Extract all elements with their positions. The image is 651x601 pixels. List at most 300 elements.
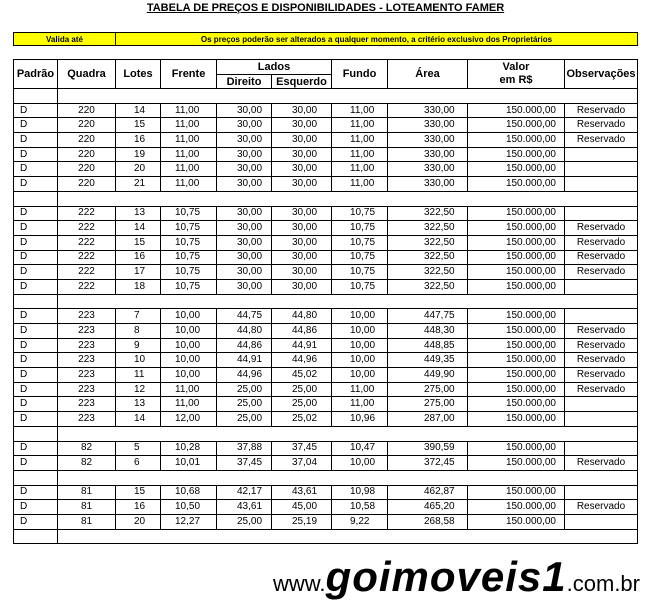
cell-valor: 150.000,00 bbox=[468, 353, 565, 368]
cell-esquerdo: 25,19 bbox=[272, 514, 332, 529]
cell-quadra: 81 bbox=[58, 514, 116, 529]
cell-lote: 10 bbox=[116, 353, 161, 368]
cell-area: 268,58 bbox=[388, 514, 468, 529]
cell-area: 287,00 bbox=[388, 412, 468, 427]
cell-direito: 25,00 bbox=[217, 412, 272, 427]
spacer-cell bbox=[14, 294, 58, 309]
cell-obs: Reservado bbox=[565, 133, 638, 148]
cell-lote: 20 bbox=[116, 514, 161, 529]
table-row bbox=[14, 309, 638, 324]
cell-quadra: 222 bbox=[58, 206, 116, 221]
cell-esquerdo: 45,00 bbox=[272, 500, 332, 515]
table-row bbox=[14, 353, 638, 368]
cell-area: 275,00 bbox=[388, 397, 468, 412]
header-area: Área bbox=[388, 60, 468, 89]
cell-direito: 30,00 bbox=[217, 118, 272, 133]
cell-fundo: 10,00 bbox=[332, 353, 388, 368]
spacer-cell bbox=[14, 529, 58, 544]
cell-obs: Reservado bbox=[565, 118, 638, 133]
cell-esquerdo: 30,00 bbox=[272, 133, 332, 148]
spacer-cell bbox=[58, 470, 638, 485]
cell-valor: 150.000,00 bbox=[468, 441, 565, 456]
cell-valor: 150.000,00 bbox=[468, 309, 565, 324]
header-esquerdo: Esquerdo bbox=[272, 75, 332, 89]
cell-quadra: 81 bbox=[58, 500, 116, 515]
spacer-cell bbox=[58, 529, 638, 544]
cell-frente: 10,75 bbox=[161, 221, 217, 236]
table-row bbox=[14, 147, 638, 162]
cell-lote: 18 bbox=[116, 279, 161, 294]
cell-lote: 16 bbox=[116, 500, 161, 515]
cell-area: 447,75 bbox=[388, 309, 468, 324]
cell-padrao: D bbox=[14, 382, 58, 397]
cell-frente: 11,00 bbox=[161, 177, 217, 192]
watermark-brand: goimoveis1 bbox=[325, 553, 567, 600]
spacer-cell bbox=[14, 470, 58, 485]
cell-direito: 44,96 bbox=[217, 368, 272, 383]
cell-quadra: 222 bbox=[58, 221, 116, 236]
cell-esquerdo: 30,00 bbox=[272, 279, 332, 294]
cell-padrao: D bbox=[14, 103, 58, 118]
cell-lote: 15 bbox=[116, 235, 161, 250]
header-valor-line1: Valor bbox=[502, 61, 530, 73]
table-row bbox=[14, 382, 638, 397]
spacer-cell bbox=[58, 294, 638, 309]
cell-quadra: 223 bbox=[58, 353, 116, 368]
cell-quadra: 220 bbox=[58, 147, 116, 162]
cell-valor: 150.000,00 bbox=[468, 279, 565, 294]
cell-padrao: D bbox=[14, 397, 58, 412]
site-watermark bbox=[0, 553, 640, 601]
table-row bbox=[14, 338, 638, 353]
cell-padrao: D bbox=[14, 338, 58, 353]
cell-frente: 10,01 bbox=[161, 456, 217, 471]
cell-lote: 16 bbox=[116, 250, 161, 265]
table-row bbox=[14, 177, 638, 192]
cell-fundo: 10,00 bbox=[332, 368, 388, 383]
cell-obs bbox=[565, 485, 638, 500]
cell-lote: 21 bbox=[116, 177, 161, 192]
cell-frente: 10,00 bbox=[161, 324, 217, 339]
watermark-prefix: www. bbox=[272, 571, 326, 596]
cell-valor: 150.000,00 bbox=[468, 177, 565, 192]
cell-padrao: D bbox=[14, 147, 58, 162]
cell-padrao: D bbox=[14, 324, 58, 339]
cell-area: 322,50 bbox=[388, 206, 468, 221]
cell-quadra: 223 bbox=[58, 338, 116, 353]
table-row bbox=[14, 206, 638, 221]
cell-padrao: D bbox=[14, 368, 58, 383]
spacer-row bbox=[14, 529, 638, 544]
header-quadra: Quadra bbox=[58, 60, 116, 89]
cell-valor: 150.000,00 bbox=[468, 382, 565, 397]
cell-esquerdo: 25,00 bbox=[272, 382, 332, 397]
cell-frente: 10,28 bbox=[161, 441, 217, 456]
validity-label: Valida até bbox=[14, 33, 116, 46]
cell-esquerdo: 44,91 bbox=[272, 338, 332, 353]
cell-frente: 10,75 bbox=[161, 250, 217, 265]
cell-esquerdo: 30,00 bbox=[272, 206, 332, 221]
cell-padrao: D bbox=[14, 133, 58, 148]
cell-frente: 10,50 bbox=[161, 500, 217, 515]
cell-esquerdo: 30,00 bbox=[272, 162, 332, 177]
cell-direito: 25,00 bbox=[217, 382, 272, 397]
header-fundo: Fundo bbox=[332, 60, 388, 89]
cell-padrao: D bbox=[14, 250, 58, 265]
cell-direito: 30,00 bbox=[217, 235, 272, 250]
cell-fundo: 11,00 bbox=[332, 177, 388, 192]
cell-esquerdo: 44,86 bbox=[272, 324, 332, 339]
table-row bbox=[14, 514, 638, 529]
cell-quadra: 82 bbox=[58, 456, 116, 471]
table-row bbox=[14, 412, 638, 427]
cell-obs: Reservado bbox=[565, 368, 638, 383]
cell-obs: Reservado bbox=[565, 500, 638, 515]
cell-padrao: D bbox=[14, 353, 58, 368]
cell-obs: Reservado bbox=[565, 235, 638, 250]
cell-area: 330,00 bbox=[388, 133, 468, 148]
cell-direito: 43,61 bbox=[217, 500, 272, 515]
cell-padrao: D bbox=[14, 456, 58, 471]
cell-frente: 10,75 bbox=[161, 265, 217, 280]
cell-area: 322,50 bbox=[388, 265, 468, 280]
table-row bbox=[14, 456, 638, 471]
cell-valor: 150.000,00 bbox=[468, 265, 565, 280]
cell-direito: 44,91 bbox=[217, 353, 272, 368]
cell-direito: 25,00 bbox=[217, 397, 272, 412]
header-lados: Lados bbox=[217, 60, 332, 75]
cell-obs bbox=[565, 147, 638, 162]
cell-valor: 150.000,00 bbox=[468, 221, 565, 236]
cell-quadra: 223 bbox=[58, 382, 116, 397]
cell-quadra: 223 bbox=[58, 412, 116, 427]
cell-fundo: 10,75 bbox=[332, 250, 388, 265]
cell-padrao: D bbox=[14, 441, 58, 456]
spacer-cell bbox=[14, 191, 58, 206]
cell-fundo: 11,00 bbox=[332, 118, 388, 133]
cell-fundo: 10,00 bbox=[332, 338, 388, 353]
table-row bbox=[14, 265, 638, 280]
cell-quadra: 223 bbox=[58, 309, 116, 324]
cell-fundo: 10,00 bbox=[332, 324, 388, 339]
cell-valor: 150.000,00 bbox=[468, 133, 565, 148]
spacer-row bbox=[14, 191, 638, 206]
cell-obs bbox=[565, 279, 638, 294]
cell-valor: 150.000,00 bbox=[468, 324, 565, 339]
cell-fundo: 10,47 bbox=[332, 441, 388, 456]
cell-area: 465,20 bbox=[388, 500, 468, 515]
cell-quadra: 220 bbox=[58, 103, 116, 118]
cell-area: 372,45 bbox=[388, 456, 468, 471]
price-table bbox=[13, 59, 638, 544]
cell-quadra: 82 bbox=[58, 441, 116, 456]
cell-fundo: 10,75 bbox=[332, 206, 388, 221]
cell-frente: 10,00 bbox=[161, 309, 217, 324]
cell-frente: 11,00 bbox=[161, 162, 217, 177]
table-row bbox=[14, 133, 638, 148]
header-direito: Direito bbox=[217, 75, 272, 89]
cell-esquerdo: 30,00 bbox=[272, 177, 332, 192]
cell-valor: 150.000,00 bbox=[468, 514, 565, 529]
cell-frente: 12,00 bbox=[161, 412, 217, 427]
spacer-cell bbox=[58, 191, 638, 206]
cell-fundo: 11,00 bbox=[332, 397, 388, 412]
cell-frente: 11,00 bbox=[161, 118, 217, 133]
cell-area: 449,35 bbox=[388, 353, 468, 368]
cell-direito: 37,88 bbox=[217, 441, 272, 456]
cell-fundo: 9,22 bbox=[332, 514, 388, 529]
cell-obs: Reservado bbox=[565, 250, 638, 265]
cell-obs bbox=[565, 309, 638, 324]
spacer-cell bbox=[14, 426, 58, 441]
cell-lote: 12 bbox=[116, 382, 161, 397]
cell-fundo: 11,00 bbox=[332, 382, 388, 397]
cell-valor: 150.000,00 bbox=[468, 162, 565, 177]
cell-area: 390,59 bbox=[388, 441, 468, 456]
cell-padrao: D bbox=[14, 309, 58, 324]
cell-obs: Reservado bbox=[565, 265, 638, 280]
cell-area: 449,90 bbox=[388, 368, 468, 383]
cell-padrao: D bbox=[14, 514, 58, 529]
cell-quadra: 223 bbox=[58, 324, 116, 339]
table-body bbox=[14, 89, 638, 544]
cell-area: 322,50 bbox=[388, 250, 468, 265]
cell-direito: 30,00 bbox=[217, 103, 272, 118]
cell-area: 448,30 bbox=[388, 324, 468, 339]
cell-padrao: D bbox=[14, 485, 58, 500]
cell-lote: 5 bbox=[116, 441, 161, 456]
cell-obs bbox=[565, 514, 638, 529]
table-row bbox=[14, 103, 638, 118]
cell-direito: 30,00 bbox=[217, 206, 272, 221]
cell-area: 330,00 bbox=[388, 177, 468, 192]
cell-lote: 13 bbox=[116, 206, 161, 221]
cell-area: 322,50 bbox=[388, 221, 468, 236]
cell-quadra: 222 bbox=[58, 265, 116, 280]
cell-lote: 19 bbox=[116, 147, 161, 162]
cell-frente: 11,00 bbox=[161, 133, 217, 148]
header-observacoes: Observações bbox=[565, 60, 638, 89]
table-row bbox=[14, 235, 638, 250]
cell-padrao: D bbox=[14, 206, 58, 221]
cell-esquerdo: 37,45 bbox=[272, 441, 332, 456]
cell-fundo: 11,00 bbox=[332, 103, 388, 118]
cell-quadra: 222 bbox=[58, 250, 116, 265]
cell-frente: 10,00 bbox=[161, 368, 217, 383]
cell-lote: 17 bbox=[116, 265, 161, 280]
cell-valor: 150.000,00 bbox=[468, 103, 565, 118]
cell-area: 330,00 bbox=[388, 162, 468, 177]
cell-lote: 20 bbox=[116, 162, 161, 177]
cell-fundo: 10,75 bbox=[332, 221, 388, 236]
cell-obs bbox=[565, 206, 638, 221]
cell-direito: 30,00 bbox=[217, 177, 272, 192]
cell-fundo: 10,75 bbox=[332, 279, 388, 294]
table-row bbox=[14, 500, 638, 515]
cell-fundo: 11,00 bbox=[332, 162, 388, 177]
cell-valor: 150.000,00 bbox=[468, 118, 565, 133]
cell-frente: 10,75 bbox=[161, 206, 217, 221]
cell-valor: 150.000,00 bbox=[468, 338, 565, 353]
cell-direito: 30,00 bbox=[217, 133, 272, 148]
cell-padrao: D bbox=[14, 235, 58, 250]
spacer-row bbox=[14, 470, 638, 485]
cell-obs: Reservado bbox=[565, 221, 638, 236]
spacer-cell bbox=[58, 426, 638, 441]
cell-direito: 30,00 bbox=[217, 221, 272, 236]
cell-direito: 37,45 bbox=[217, 456, 272, 471]
cell-valor: 150.000,00 bbox=[468, 147, 565, 162]
cell-fundo: 10,75 bbox=[332, 265, 388, 280]
cell-lote: 15 bbox=[116, 485, 161, 500]
cell-lote: 14 bbox=[116, 221, 161, 236]
cell-area: 275,00 bbox=[388, 382, 468, 397]
cell-area: 322,50 bbox=[388, 279, 468, 294]
cell-frente: 11,00 bbox=[161, 382, 217, 397]
cell-direito: 44,80 bbox=[217, 324, 272, 339]
table-row bbox=[14, 221, 638, 236]
cell-area: 330,00 bbox=[388, 103, 468, 118]
cell-quadra: 223 bbox=[58, 368, 116, 383]
spacer-cell bbox=[58, 89, 638, 104]
cell-direito: 30,00 bbox=[217, 265, 272, 280]
cell-frente: 11,00 bbox=[161, 103, 217, 118]
cell-lote: 11 bbox=[116, 368, 161, 383]
cell-valor: 150.000,00 bbox=[468, 397, 565, 412]
cell-fundo: 11,00 bbox=[332, 147, 388, 162]
cell-obs: Reservado bbox=[565, 338, 638, 353]
cell-valor: 150.000,00 bbox=[468, 250, 565, 265]
cell-frente: 10,75 bbox=[161, 279, 217, 294]
cell-lote: 8 bbox=[116, 324, 161, 339]
spacer-row bbox=[14, 426, 638, 441]
table-row bbox=[14, 324, 638, 339]
watermark-suffix: .com.br bbox=[566, 571, 640, 596]
header-frente: Frente bbox=[161, 60, 217, 89]
cell-frente: 11,00 bbox=[161, 147, 217, 162]
cell-valor: 150.000,00 bbox=[468, 485, 565, 500]
cell-valor: 150.000,00 bbox=[468, 368, 565, 383]
cell-quadra: 220 bbox=[58, 162, 116, 177]
cell-area: 462,87 bbox=[388, 485, 468, 500]
cell-padrao: D bbox=[14, 500, 58, 515]
cell-obs bbox=[565, 397, 638, 412]
cell-obs bbox=[565, 177, 638, 192]
cell-direito: 30,00 bbox=[217, 162, 272, 177]
cell-obs bbox=[565, 162, 638, 177]
cell-esquerdo: 45,02 bbox=[272, 368, 332, 383]
cell-direito: 44,86 bbox=[217, 338, 272, 353]
table-row bbox=[14, 368, 638, 383]
validity-banner bbox=[13, 32, 638, 46]
cell-esquerdo: 25,00 bbox=[272, 397, 332, 412]
page-title: TABELA DE PREÇOS E DISPONIBILIDADES - LOTEAMENTO FAMER bbox=[146, 2, 505, 14]
cell-esquerdo: 30,00 bbox=[272, 118, 332, 133]
cell-fundo: 10,96 bbox=[332, 412, 388, 427]
cell-fundo: 10,58 bbox=[332, 500, 388, 515]
cell-area: 322,50 bbox=[388, 235, 468, 250]
cell-padrao: D bbox=[14, 118, 58, 133]
cell-direito: 30,00 bbox=[217, 279, 272, 294]
cell-esquerdo: 44,80 bbox=[272, 309, 332, 324]
cell-fundo: 10,00 bbox=[332, 456, 388, 471]
cell-esquerdo: 30,00 bbox=[272, 250, 332, 265]
cell-fundo: 10,00 bbox=[332, 309, 388, 324]
table-row bbox=[14, 397, 638, 412]
cell-frente: 11,00 bbox=[161, 397, 217, 412]
cell-frente: 12,27 bbox=[161, 514, 217, 529]
cell-esquerdo: 37,04 bbox=[272, 456, 332, 471]
cell-obs: Reservado bbox=[565, 353, 638, 368]
cell-esquerdo: 25,02 bbox=[272, 412, 332, 427]
cell-frente: 10,00 bbox=[161, 338, 217, 353]
cell-valor: 150.000,00 bbox=[468, 500, 565, 515]
cell-esquerdo: 44,96 bbox=[272, 353, 332, 368]
cell-esquerdo: 43,61 bbox=[272, 485, 332, 500]
cell-valor: 150.000,00 bbox=[468, 412, 565, 427]
cell-valor: 150.000,00 bbox=[468, 235, 565, 250]
validity-note: Os preços poderão ser alterados a qualquer momento, a critério exclusivo dos Proprietários bbox=[116, 33, 638, 46]
cell-direito: 44,75 bbox=[217, 309, 272, 324]
cell-area: 330,00 bbox=[388, 118, 468, 133]
cell-lote: 6 bbox=[116, 456, 161, 471]
cell-frente: 10,75 bbox=[161, 235, 217, 250]
cell-padrao: D bbox=[14, 265, 58, 280]
cell-obs bbox=[565, 412, 638, 427]
table-row bbox=[14, 162, 638, 177]
cell-esquerdo: 30,00 bbox=[272, 103, 332, 118]
cell-lote: 15 bbox=[116, 118, 161, 133]
cell-direito: 25,00 bbox=[217, 514, 272, 529]
cell-lote: 9 bbox=[116, 338, 161, 353]
cell-area: 448,85 bbox=[388, 338, 468, 353]
cell-direito: 30,00 bbox=[217, 250, 272, 265]
cell-lote: 16 bbox=[116, 133, 161, 148]
table-row bbox=[14, 485, 638, 500]
cell-quadra: 220 bbox=[58, 118, 116, 133]
cell-lote: 13 bbox=[116, 397, 161, 412]
cell-fundo: 10,98 bbox=[332, 485, 388, 500]
header-padrao: Padrão bbox=[14, 60, 58, 89]
cell-quadra: 81 bbox=[58, 485, 116, 500]
header-valor bbox=[468, 60, 565, 89]
cell-quadra: 220 bbox=[58, 133, 116, 148]
cell-quadra: 222 bbox=[58, 235, 116, 250]
cell-obs: Reservado bbox=[565, 456, 638, 471]
cell-direito: 30,00 bbox=[217, 147, 272, 162]
cell-valor: 150.000,00 bbox=[468, 456, 565, 471]
cell-area: 330,00 bbox=[388, 147, 468, 162]
cell-esquerdo: 30,00 bbox=[272, 147, 332, 162]
cell-padrao: D bbox=[14, 221, 58, 236]
cell-lote: 14 bbox=[116, 412, 161, 427]
spacer-cell bbox=[14, 89, 58, 104]
cell-quadra: 222 bbox=[58, 279, 116, 294]
cell-esquerdo: 30,00 bbox=[272, 235, 332, 250]
cell-frente: 10,00 bbox=[161, 353, 217, 368]
header-valor-line2: em R$ bbox=[499, 74, 533, 86]
header-lotes: Lotes bbox=[116, 60, 161, 89]
cell-obs: Reservado bbox=[565, 324, 638, 339]
cell-quadra: 223 bbox=[58, 397, 116, 412]
cell-fundo: 11,00 bbox=[332, 133, 388, 148]
table-row bbox=[14, 441, 638, 456]
cell-obs: Reservado bbox=[565, 382, 638, 397]
table-row bbox=[14, 279, 638, 294]
cell-padrao: D bbox=[14, 162, 58, 177]
cell-padrao: D bbox=[14, 412, 58, 427]
table-row bbox=[14, 250, 638, 265]
